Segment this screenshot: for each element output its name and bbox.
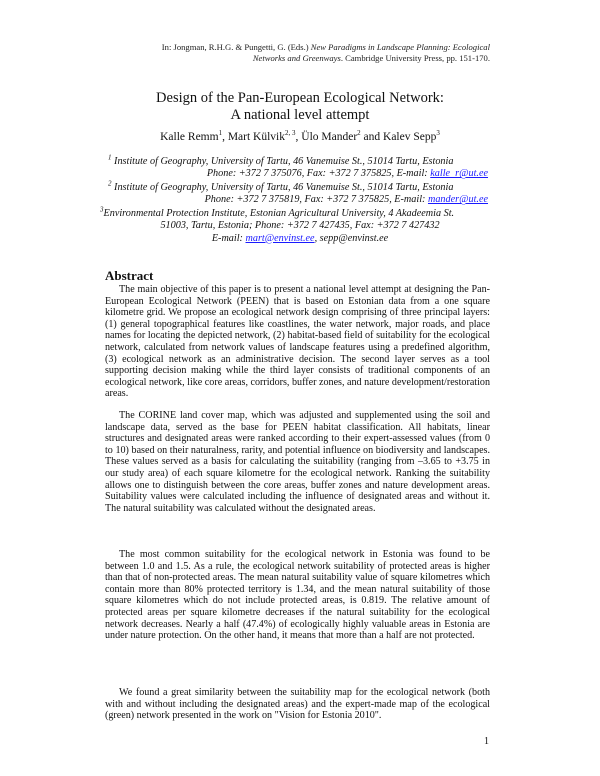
abstract-paragraph-3: The most common suitability for the ecological network in Estonia was found to be between 1.0 and 1.5. As a rule, the ecological network suitability of protected areas is higher than that of non-protected areas. The mean natural suitability value of square kilometres which contain more than 80% protected territory is 1.34, and the mean natural suitability of those square kilometres which do not include protected areas, is 0.819. The relative amount of protected areas per square kilometre decreases if the natural suitability for the ecological network decreases. Nearly a half (47.4%) of ecologically highly valuable areas in Estonia are under nature protection. On the other hand, it means that more than a half are not protected. xyxy=(105,549,490,642)
email-link-2[interactable]: mander@ut.ee xyxy=(427,194,488,206)
paper-title xyxy=(0,90,600,124)
abstract-paragraph-2: The CORINE land cover map, which was adjusted and supplemented using the soil and landscape data, served as the base for PEEN habitat classification. All habitats, linear structures and designated areas were ranked according to their expert-assessed values (from 0 to 10) based on their naturalness, rarity, and potential influence on biodiversity and landscapes. These values served as a basis for calculating the suitability (ranging from –3.65 to +3.75 in our study area) of each square kilometre for the ecological network. Ranking the suitability allows one to distinguish between the core areas, buffer zones and nature development areas. Suitability values were calculated including the influence of designated areas and without it. The natural suitability was calculated without the designated areas. xyxy=(105,410,490,514)
affiliation-3: $^3$Environmental Protection Institute, Estonian Agricultural University, 4 Akadeemia St. 51003, Tartu, Estonia; Phone: +372 7 427435, Fax: +372 7 427432 E-mail: mart@envinst.ee, sepp@envinst.ee xyxy=(100,205,455,244)
title-line-1: Design of the Pan-European Ecological Network: xyxy=(156,90,444,106)
abstract-paragraph-4: We found a great similarity between the suitability map for the ecological network (both with and without including the designated areas) and the expert-made map of the ecological (green) network presented in the work on "Vision for Estonia 2010". xyxy=(105,687,490,722)
abstract-heading: Abstract xyxy=(105,268,154,283)
email-link-1[interactable]: kalle_r@ut.ee xyxy=(430,168,488,180)
author-list: Kalle Remm$^1$, Mart Külvik$^{2, 3}$, Ülo Mander$^2$ and Kalev Sepp$^3$ xyxy=(160,129,440,143)
title-line-2: A national level attempt xyxy=(230,107,370,123)
abstract-paragraph-1: The main objective of this paper is to present a national level attempt at designing the Pan-European Ecological Network (PEEN) that is based on Estonian data from a one square kilometre grid. We propose an ecological network design comprising of three principal layers: (1) general topographical features like coastlines, the water network, major roads, and place names for locating the depicted network, (2) habitat-based field of suitability for the ecological network, calculated from network values of landscape features using a predefined algorithm, (3) ecological network as an administrative decision. The second layer serves as a tool supporting decision making while the third layer consists of traditional components of an ecological network, like core areas, corridors, buffer zones, and nature development/restoration areas. xyxy=(105,284,490,400)
email-link-3[interactable]: mart@envinst.ee xyxy=(245,232,315,244)
citation-header: In: Jongman, R.H.G. & Pungetti, G. (Eds.) New Paradigms in Landscape Planning: Ecological Networks and Greenways. Cambridge University Press, pp. 151-170. xyxy=(161,42,490,63)
page-number: 1 xyxy=(484,736,489,747)
affiliation-1: $^1$ Institute of Geography, University of Tartu, 46 Vanemuise St., 51014 Tartu, Estonia Phone: +372 7 375076, Fax: +372 7 375825, E-mail: kalle_r@ut.ee xyxy=(108,153,488,180)
affiliation-2: $^2$ Institute of Geography, University of Tartu, 46 Vanemuise St., 51014 Tartu, Estonia Phone: +372 7 375819, Fax: +372 7 375825, E-mail: mander@ut.ee xyxy=(108,179,488,206)
